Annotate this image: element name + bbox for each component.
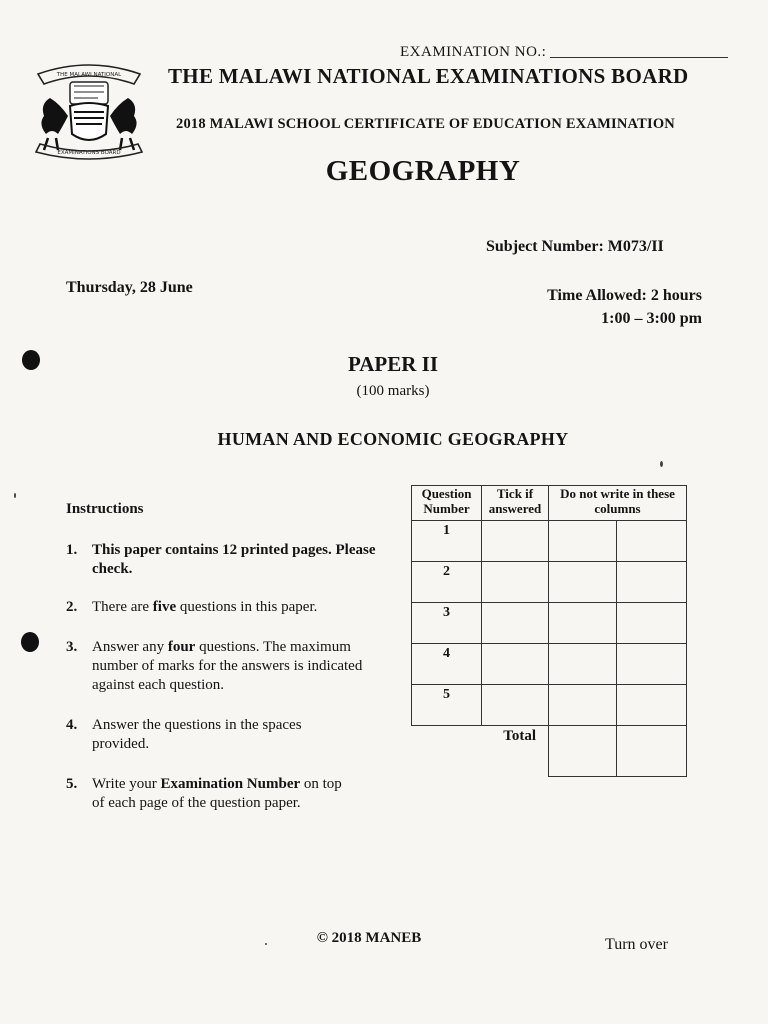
total-row: [412, 726, 687, 777]
instruction-emphasis: five: [152, 599, 177, 615]
examiner-cell: [617, 562, 687, 603]
time-allowed: [547, 284, 702, 330]
instruction-number: 3.: [66, 639, 78, 655]
instruction-text: Answer any: [92, 639, 168, 655]
exam-number-field: [400, 44, 728, 61]
turn-over-note: Turn over: [605, 936, 668, 953]
examiner-cell: [549, 562, 617, 603]
paper-marks: (100 marks): [356, 383, 430, 399]
certificate-line: 2018 MALAWI SCHOOL CERTIFICATE OF EDUCATION EXAMINATION: [176, 116, 675, 132]
instruction-number: 2.: [66, 599, 78, 615]
instruction-item: [66, 541, 406, 579]
question-number-cell: 5: [412, 685, 482, 726]
instruction-text: Write your: [92, 776, 161, 792]
exam-number-label: EXAMINATION NO.:: [400, 44, 547, 60]
question-number-cell: 1: [412, 521, 482, 562]
question-number-cell: 3: [412, 603, 482, 644]
examiner-cell: [549, 685, 617, 726]
instruction-text: Answer the questions in the spaces provided.: [92, 717, 302, 752]
punch-hole-icon: [22, 350, 40, 370]
instruction-text: questions. The maximum number of marks for the answers is indicated against each question.: [92, 639, 363, 693]
blank-cell: [412, 726, 482, 777]
tick-cell[interactable]: [482, 685, 549, 726]
exam-date: Thursday, 28 June: [66, 279, 193, 296]
speck-mark: [14, 493, 16, 498]
instruction-text: questions in this paper.: [176, 599, 318, 615]
instruction-item: [66, 716, 406, 754]
total-cell: [549, 726, 617, 777]
examiner-cell: [549, 521, 617, 562]
paper-subtitle: HUMAN AND ECONOMIC GEOGRAPHY: [217, 429, 569, 449]
tick-cell[interactable]: [482, 521, 549, 562]
total-label: Total: [482, 726, 549, 777]
question-number-cell: 2: [412, 562, 482, 603]
table-row: [412, 603, 687, 644]
copyright: © 2018 MANEB: [316, 930, 422, 946]
question-number-header: Question Number: [412, 486, 482, 521]
table-header-row: [412, 486, 687, 521]
instruction-number: 1.: [66, 542, 78, 558]
speck-mark: [265, 943, 267, 945]
punch-hole-icon: [21, 632, 39, 652]
tick-header: Tick if answered: [482, 486, 549, 521]
time-range: 1:00 – 3:00 pm: [601, 310, 702, 327]
examiner-cell: [617, 603, 687, 644]
logo-ribbon-bottom-text: EXAMINATIONS BOARD: [57, 150, 121, 156]
table-row: [412, 685, 687, 726]
instruction-number: 4.: [66, 717, 78, 733]
examiner-cell: [549, 603, 617, 644]
instruction-number: 5.: [66, 776, 78, 792]
examiner-cell: [617, 521, 687, 562]
logo-ribbon-top-text: THE MALAWI NATIONAL: [56, 72, 122, 78]
instructions-heading: Instructions: [66, 501, 144, 517]
instruction-item: [66, 598, 406, 617]
do-not-write-header: Do not write in these columns: [549, 486, 687, 521]
tick-cell[interactable]: [482, 603, 549, 644]
table-row: [412, 562, 687, 603]
tick-cell[interactable]: [482, 562, 549, 603]
instruction-emphasis: four: [167, 639, 196, 655]
instruction-text: This paper contains 12 printed pages. Please check.: [92, 542, 376, 577]
table-row: [412, 644, 687, 685]
instruction-item: [66, 638, 406, 695]
time-allowed-duration: Time Allowed: 2 hours: [547, 287, 702, 304]
exam-number-blank-line: [550, 57, 728, 58]
table-row: [412, 521, 687, 562]
paper-title: PAPER II: [347, 352, 439, 376]
speck-mark: [660, 461, 663, 467]
board-name: THE MALAWI NATIONAL EXAMINATIONS BOARD: [168, 64, 689, 88]
instruction-text: There are: [92, 599, 153, 615]
instruction-text: on top of each page of the question paper.: [92, 776, 342, 811]
examiner-cell: [617, 685, 687, 726]
score-table: [411, 485, 687, 777]
total-cell: [617, 726, 687, 777]
examiner-cell: [549, 644, 617, 685]
maneb-coat-of-arms-icon: [30, 54, 148, 164]
instruction-emphasis: Examination Number: [160, 776, 301, 792]
tick-cell[interactable]: [482, 644, 549, 685]
instruction-item: [66, 775, 406, 813]
subject-title: GEOGRAPHY: [325, 155, 521, 187]
question-number-cell: 4: [412, 644, 482, 685]
examiner-cell: [617, 644, 687, 685]
subject-number: Subject Number: M073/II: [486, 238, 664, 255]
